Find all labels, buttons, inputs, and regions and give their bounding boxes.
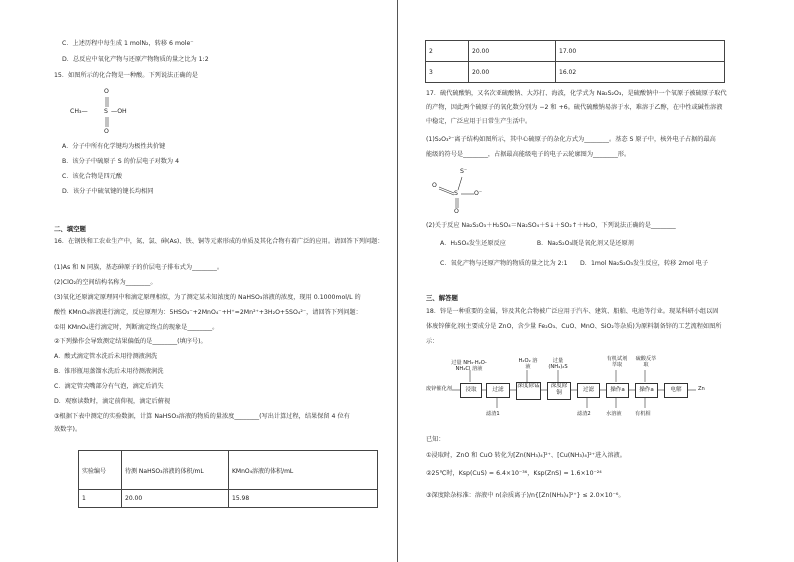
flow-residue-2: 滤渣2: [577, 411, 591, 417]
q17-part2: (2)关于反应 Na₂S₂O₃＋H₂SO₄＝Na₂SO₄＋S↓＋SO₂↑＋H₂O，下列说法正确的是________: [426, 222, 676, 229]
q18-known-2: ②25℃时，Ksp(CuS) = 6.4×10⁻³⁶，Ksp(ZnS) = 1.6×10⁻²⁴: [426, 470, 602, 477]
q16-part3-line1: (3)氧化还原滴定原理同中和滴定原理相似，为了测定某未知浓度的 NaHSO₃溶液的浓度，现用 0.1000mol/L 的: [54, 294, 361, 301]
table-cell: 2: [426, 41, 469, 62]
flow-step-electrolysis: 电解: [664, 383, 688, 398]
table-cell: 3: [426, 62, 469, 83]
table-cell: 20.00: [122, 490, 229, 508]
q16-stem: 16．在钢铁和工农业生产中，氮、氯、砷(As)、铁、铜等元素形成的单质及其化合物有着广泛的应用。请回答下列问题：: [54, 238, 384, 245]
q16-part1: (1)As 和 N 同族，基态砷原子的价层电子排布式为________。: [54, 264, 224, 271]
q16-part2: (2)ClO₂的空间结构名称为________。: [54, 279, 157, 286]
q17-stem-line1: 17．硫代硫酸钠，又名次亚硫酸钠、大苏打、海波，化学式为 Na₂S₂O₃，是硫酸钠中一个氧原子被硫原子取代: [426, 90, 727, 97]
table-row: [426, 62, 725, 83]
table-row: [79, 490, 378, 508]
flow-feed-label: 废锌催化剂: [426, 386, 452, 392]
flow-aqueous: 水溶液: [606, 411, 622, 417]
titration-table: [78, 450, 378, 508]
section-fill-in: 二、填空题: [54, 225, 86, 233]
q16-option-b: B．锥形瓶用蒸馏水洗后未用待测液润洗: [54, 368, 164, 375]
flow-reagent-sulfide: 过量 (NH₄)₂S: [548, 358, 568, 370]
sulfonic-acid-structure: [70, 88, 170, 136]
table-row: [426, 41, 725, 62]
q15-option-c: C．该化合物是四元酸: [62, 173, 123, 180]
q14-option-c: C．上述历程中每生成 1 molN₂，转移 6 mole⁻: [62, 40, 194, 47]
table-cell: 20.00: [469, 62, 556, 83]
q18-known-1: ①浸取时，ZnO 和 CuO 转化为[Zn(NH₃)₄]²⁺、[Cu(NH₃)₄]²⁺进入溶液。: [426, 452, 626, 459]
table-cell: 20.00: [469, 41, 556, 62]
struct-oxygen-bottom: O: [104, 128, 109, 135]
q16-sub3-line2: 效数字)。: [54, 426, 82, 433]
table-cell: 15.98: [229, 490, 378, 508]
section-answer: 三、解答题: [426, 294, 458, 302]
flow-reagent-extract: 有机试剂萃取: [606, 356, 628, 368]
q14-option-d: D．总反应中氧化产物与还原产物物质的量之比为 1:2: [62, 56, 209, 63]
flow-organic: 有机相: [635, 411, 651, 417]
q16-sub2: ②下列操作会导致测定结果偏低的是________(填序号)。: [54, 338, 207, 345]
ion-sulfur-top: S⁻: [460, 168, 468, 175]
flow-step-decopper: 深度除铜: [547, 382, 571, 400]
table-cell: 1: [79, 490, 122, 508]
table-header-cell: 待测 NaHSO₃溶液的体积/mL: [122, 451, 229, 490]
q16-sub1: ①用 KMnO₄进行滴定时，判断滴定终点的现象是________。: [54, 324, 219, 331]
q16-option-a: A．酸式滴定管水洗后未用待测液润洗: [54, 353, 158, 360]
table-cell: 16.02: [556, 62, 725, 83]
q17-stem-line2: 的产物，因此两个硫原子的氧化数分别为 −2 和 +6。硫代硫酸钠易溶于水，难溶于乙醇，在中性或碱性溶液: [426, 104, 723, 111]
flow-residue-1: 滤渣1: [486, 411, 500, 417]
struct-double-bonds: [70, 88, 170, 136]
zinc-process-flowchart: [426, 356, 726, 428]
q15-option-d: D．该分子中硫氧键的键长均相同: [62, 188, 154, 195]
flow-step-operation-a1: 操作a: [606, 383, 629, 398]
table-header-cell: KMnO₄溶液的体积/mL: [229, 451, 378, 490]
titration-table-continued: [425, 40, 725, 83]
table-header-cell: 实验编号: [79, 451, 122, 490]
q18-known-label: 已知：: [426, 436, 445, 443]
q15-option-b: B．该分子中硫原子 S 的价层电子对数为 4: [62, 158, 180, 165]
struct-hydroxyl: —OH: [111, 108, 127, 115]
table-header-row: [79, 451, 378, 490]
q15-stem: 15．如图所示的化合物是一种酸。下列说法正确的是: [54, 72, 198, 79]
q18-stem-line3: 示：: [426, 338, 439, 345]
struct-oxygen-top: O: [104, 88, 109, 95]
column-divider: [397, 0, 398, 562]
thiosulfate-structure: [430, 168, 500, 218]
ion-oxygen-bottom: O: [454, 208, 459, 215]
q16-part3-line2: 酸性 KMnO₄溶液进行滴定，反应原理为：5HSO₃⁻+2MnO₄⁻+H⁺=2Mn²⁺+3H₂O+5SO₄²⁻，请回答下列问题：: [54, 309, 362, 316]
q17-options-cd: C．氧化产物与还原产物的物质的量之比为 2:1 D．1mol Na₂S₂O₃发生反应，转移 2mol 电子: [440, 260, 709, 267]
flow-step-filter2: 过滤: [577, 383, 600, 398]
q17-options-ab: A．H₂SO₄发生还原反应 B．Na₂S₂O₃既是氧化剂又是还原剂: [440, 240, 634, 247]
table-cell: 17.00: [556, 41, 725, 62]
q17-part1-line2: 能级的符号是________，占据最高能级电子的电子云轮廓图为________形。: [426, 151, 631, 158]
q17-part1-line1: (1)S₂O₃²⁻离子结构如图所示，其中心硫原子的杂化方式为________。基态 S 原子中，核外电子占据的最高: [426, 136, 716, 143]
flow-step-demanganese: 深度除锰: [516, 382, 541, 400]
q16-option-c: C．滴定管尖嘴部分有气泡，滴定后消失: [54, 383, 164, 390]
q18-known-3: ③深度除杂标准：溶液中 n(杂质离子)/n{[Zn(NH₃)₄]²⁺} ≤ 2.0×10⁻⁶。: [426, 492, 625, 499]
struct-sulfur: S: [104, 108, 108, 115]
q18-stem-line1: 18．锌是一种重要的金属，锌及其化合物被广泛应用于汽车、建筑、船舶、电池等行业。现某科研小组以固: [426, 308, 719, 315]
struct-methyl: CH₃—: [70, 108, 88, 115]
ion-oxygen-right: O⁻: [474, 190, 483, 197]
q16-option-d: D．观察读数时，滴定前仰视，滴定后俯视: [54, 398, 171, 405]
q18-stem-line2: 体废锌催化剂(主要成分是 ZnO，含少量 Fe₂O₃、CuO、MnO、SiO₂等杂质)为原料制备锌的工艺流程如图所: [426, 323, 722, 330]
flow-reagent-h2o2: H₂O₂ 溶液: [518, 358, 538, 370]
flow-reagent-leach: 过量 NH₃·H₂O-NH₄Cl 溶液: [451, 360, 487, 372]
ion-sulfur-center: S: [454, 190, 458, 197]
flow-reagent-backextract: 硫酸反萃取: [635, 356, 657, 368]
q15-option-a: A．分子中所有化学键均为极性共价键: [62, 143, 166, 150]
flow-step-filter1: 过滤: [486, 383, 510, 398]
flow-step-leach: 浸取: [460, 383, 482, 398]
ion-bonds: [430, 168, 500, 218]
ion-oxygen-left: O: [432, 182, 437, 189]
q16-sub3-line1: ③根据下表中测定的实验数据，计算 NaHSO₃溶液的物质的量浓度________(写出计算过程，结果保留 4 位有: [54, 413, 350, 420]
flow-product-label: Zn: [698, 386, 705, 392]
flow-step-operation-a2: 操作a: [635, 383, 658, 398]
q17-stem-line3: 中稳定，广泛应用于日常生产生活中。: [426, 118, 532, 125]
